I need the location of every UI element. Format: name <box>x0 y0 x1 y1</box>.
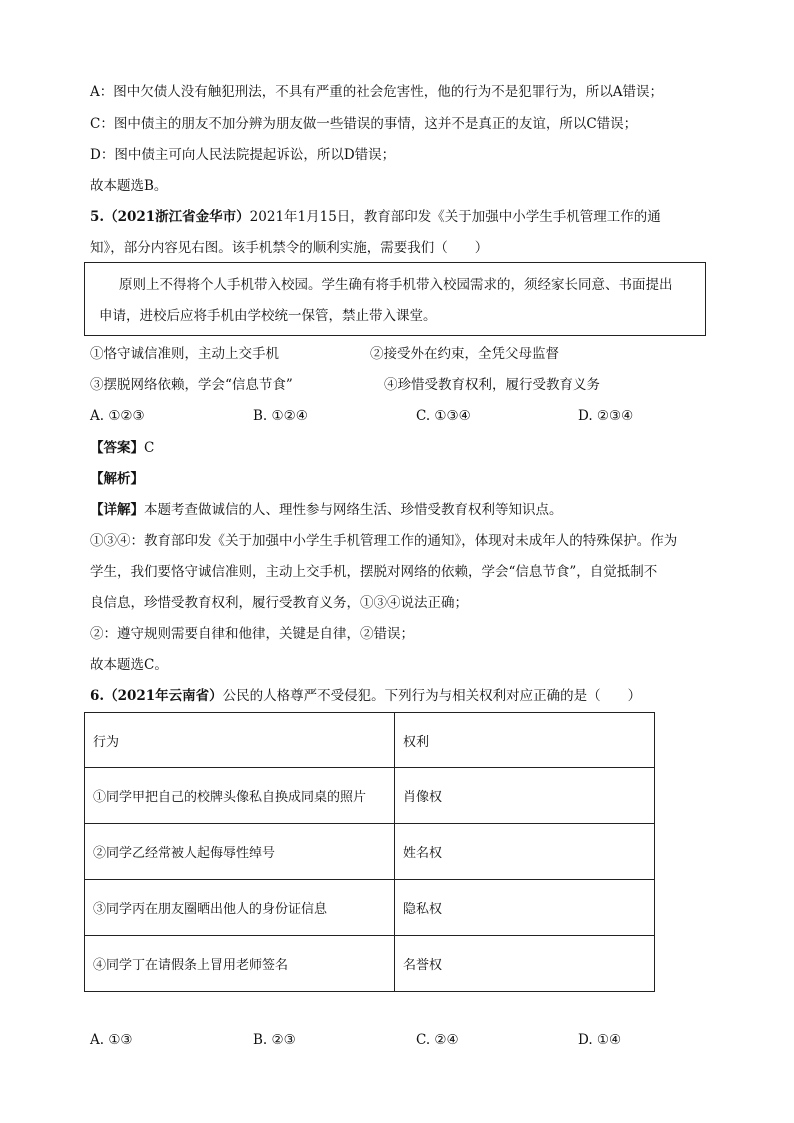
q5-quote-box <box>84 262 706 336</box>
table-cell-right: 肖像权 <box>395 768 655 824</box>
q5-detail <box>90 500 563 520</box>
detail-text: 本题考查做诚信的人、理性参与网络生活、珍惜受教育权利等知识点。 <box>144 502 563 518</box>
q5-explanation-line4: ②：遵守规则需要自律和他律，关键是自律，②错误； <box>90 626 414 642</box>
q5-option-a: A. ①②③ <box>90 408 145 424</box>
q5-stem-line2: 知》，部分内容见右图。该手机禁令的顺利实施，需要我们（ ） <box>90 240 489 256</box>
q5-answer <box>90 438 154 458</box>
q5-quote-line2: 申请，进校后应将手机由学校统一保管，禁止带入课堂。 <box>99 308 437 324</box>
table-row <box>85 936 655 992</box>
q6-option-c: C. ②④ <box>416 1032 459 1048</box>
q4-explanation-a: A：图中欠债人没有触犯刑法，不具有严重的社会危害性，他的行为不是犯罪行为，所以A错误； <box>90 84 663 100</box>
table-row <box>85 768 655 824</box>
q4-explanation-d: D：图中债主可向人民法院提起诉讼，所以D错误； <box>90 147 396 163</box>
q5-explanation-line3: 良信息，珍惜受教育权利，履行受教育义务，①③④说法正确； <box>90 595 468 611</box>
q5-item-2: ②接受外在约束，全凭父母监督 <box>370 346 559 362</box>
q6-option-b: B. ②③ <box>253 1032 296 1048</box>
detail-label: 【详解】 <box>90 502 144 518</box>
q5-number: 5. <box>90 209 105 225</box>
q4-conclusion: 故本题选B。 <box>90 178 168 194</box>
q5-analysis-label: 【解析】 <box>90 471 144 487</box>
q5-stem-line1 <box>90 207 661 227</box>
q5-stem-text1: 2021年1月15日，教育部印发《关于加强中小学生手机管理工作的通 <box>249 209 661 225</box>
q5-item-4: ④珍惜受教育权利，履行受教育义务 <box>384 377 600 393</box>
table-row <box>85 824 655 880</box>
q5-option-d: D. ②③④ <box>578 408 634 424</box>
q6-stem <box>90 686 641 706</box>
q5-conclusion: 故本题选C。 <box>90 657 168 673</box>
table-row <box>85 880 655 936</box>
table-header-right: 权利 <box>395 713 655 768</box>
table-header-row <box>85 713 655 768</box>
q5-quote-line1: 原则上不得将个人手机带入校园。学生确有将手机带入校园需求的，须经家长同意、书面提出 <box>119 277 673 293</box>
table-cell-behavior: ④同学丁在请假条上冒用老师签名 <box>85 936 395 992</box>
q6-number: 6. <box>90 688 105 704</box>
table-cell-right: 姓名权 <box>395 824 655 880</box>
table-header-behavior: 行为 <box>85 713 395 768</box>
table-cell-right: 隐私权 <box>395 880 655 936</box>
q5-explanation-line1: ①③④：教育部印发《关于加强中小学生手机管理工作的通知》，体现对未成年人的特殊保护。作为 <box>90 533 678 549</box>
q6-option-d: D. ①④ <box>578 1032 622 1048</box>
table-cell-behavior: ③同学丙在朋友圈晒出他人的身份证信息 <box>85 880 395 936</box>
table-cell-behavior: ①同学甲把自己的校牌头像私自换成同桌的照片 <box>85 768 395 824</box>
table-cell-behavior: ②同学乙经常被人起侮辱性绰号 <box>85 824 395 880</box>
q6-rights-table <box>84 712 655 992</box>
answer-value: C <box>144 440 155 456</box>
q5-item-1: ①恪守诚信准则，主动上交手机 <box>90 346 279 362</box>
q5-option-b: B. ①②④ <box>253 408 308 424</box>
q5-item-3: ③摆脱网络依赖，学会“信息节食” <box>90 377 293 393</box>
q5-explanation-line2: 学生，我们要恪守诚信准则，主动上交手机，摆脱对网络的依赖，学会“信息节食”，自觉抵制不 <box>90 564 658 580</box>
q6-stem-text: 公民的人格尊严不受侵犯。下列行为与相关权利对应正确的是（ ） <box>222 688 642 704</box>
q4-explanation-c: C：图中债主的朋友不加分辨为朋友做一些错误的事情，这并不是真正的友谊，所以C错误； <box>90 116 638 132</box>
q5-option-c: C. ①③④ <box>416 408 471 424</box>
table-cell-right: 名誉权 <box>395 936 655 992</box>
answer-label: 【答案】 <box>90 440 144 456</box>
q5-source: （2021浙江省金华市） <box>104 209 250 225</box>
q6-source: （2021年云南省） <box>104 688 223 704</box>
q6-option-a: A. ①③ <box>90 1032 133 1048</box>
